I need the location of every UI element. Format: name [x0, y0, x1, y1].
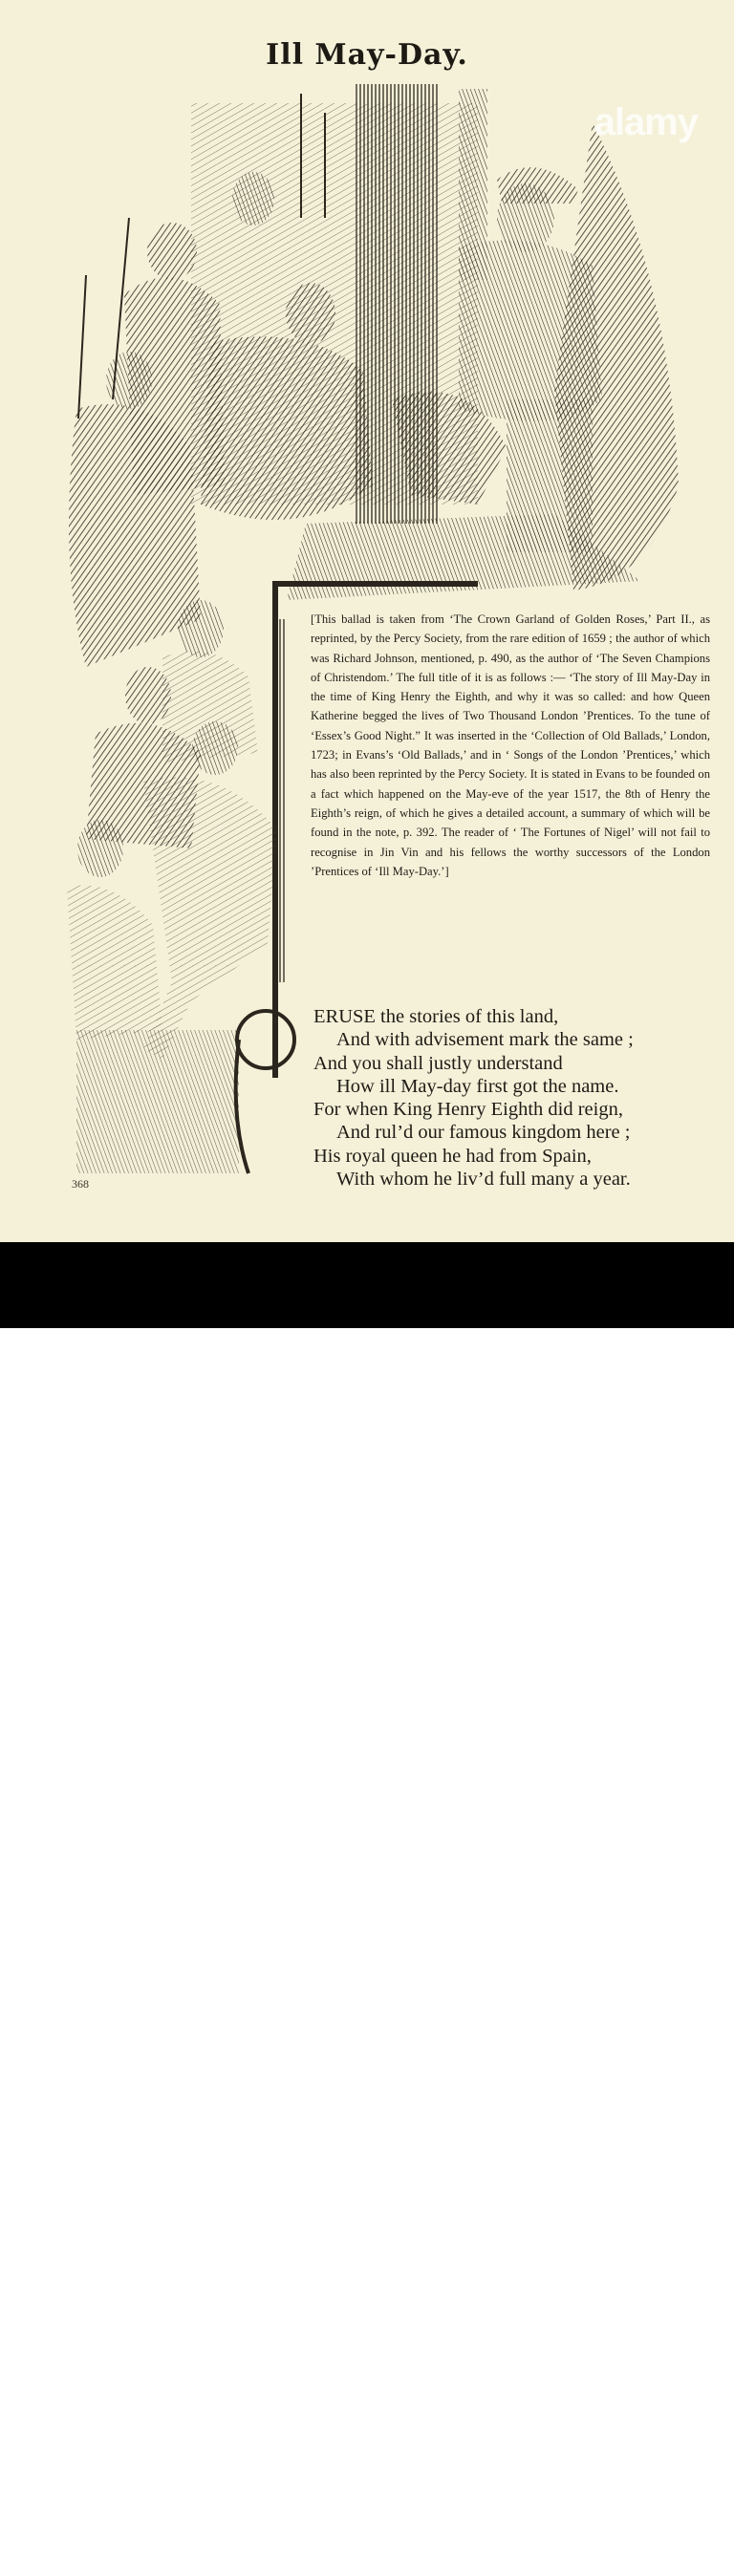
- image-id: www.alamy.com - HBN9RP: [503, 2515, 711, 2575]
- poem-line: How ill May-day first got the name.: [336, 1075, 619, 1097]
- page-title: Ill May-Day.: [266, 38, 468, 72]
- introductory-note: [311, 610, 710, 881]
- note-text: [This ballad is taken from ‘The Crown Garland of Golden Roses,’ Part II., as reprinted, by the Percy Society, from the rare edition of 1659 ; the author of which was Richard Johnson, mentioned, p. 490, as the author of ‘The Seven Champions of Christendom.’ The full title of it is as follows :— ‘The story of Ill May-Day in the time of King Henry the Eighth, and why it was so called: and how Queen Katherine begged the lives of Two Thousand London ’Prentices. To the tune of ‘Essex’s Good Night.” It was inserted in the ‘Collection of Old Ballads,’ London, 1723; in Evans’s ‘Old Ballads,’ and in ‘ Songs of the London ’Prentices,’ which has also been reprinted by the Percy Society. It is stated in Evans to be founded on a fact which happened on the May-eve of the year 1517, the 8th of Henry the Eighth’s reign, of which he gives a detailed account, a summary of which will be found in the note, p. 392. The reader of ‘ The Fortunes of Nigel’ will not fail to recognise in Jin Vin and his fellows the worthy successors of the London ’Prentices of ‘Ill May-Day.’]: [311, 612, 710, 878]
- stock-footer-bar: [0, 1242, 734, 2575]
- poem-line: ERUSE the stories of this land,: [313, 1006, 559, 1027]
- watermark: alamy: [594, 101, 698, 143]
- poem-line: And you shall justly understand: [313, 1052, 563, 1074]
- book-page: [0, 0, 734, 1242]
- poem-line: For when King Henry Eighth did reign,: [313, 1099, 623, 1121]
- poem-line: And with advisement mark the same ;: [336, 1029, 634, 1051]
- poem-stanza: [313, 1005, 715, 1191]
- page-number: 368: [72, 1177, 89, 1191]
- poem-line: With whom he liv’d full many a year.: [336, 1169, 631, 1191]
- poem-line: And rul’d our famous kingdom here ;: [336, 1122, 631, 1144]
- brand-logo: alamy: [48, 2501, 163, 2550]
- poem-line: His royal queen he had from Spain,: [313, 1145, 592, 1167]
